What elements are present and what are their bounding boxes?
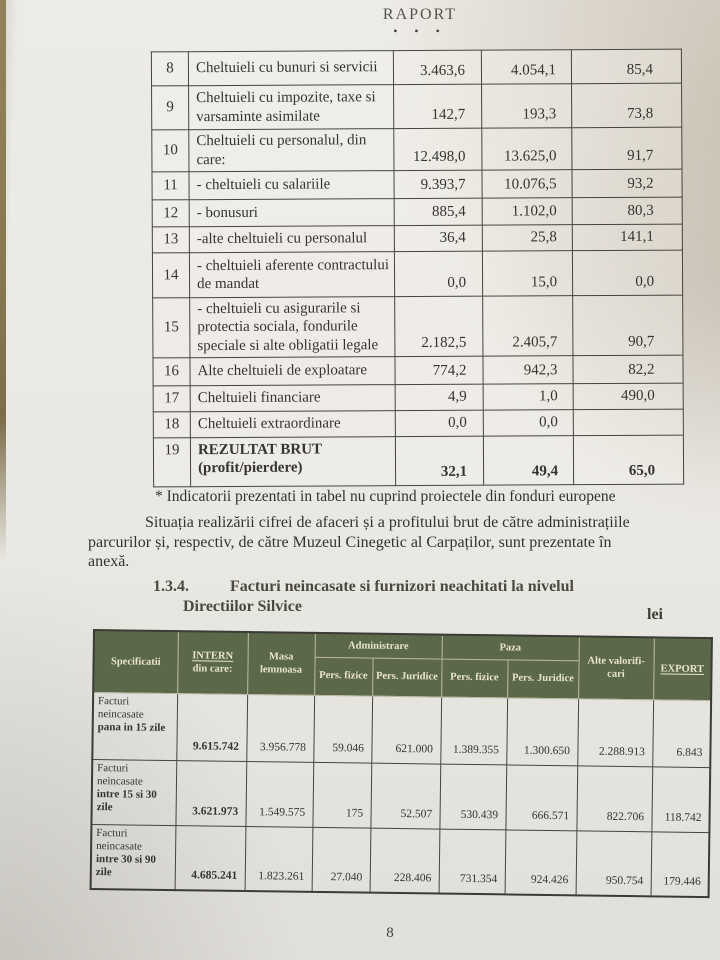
currency-label: lei [647, 606, 663, 623]
row-number: 10 [152, 130, 189, 172]
cell-masa: 1.823.261 [245, 826, 313, 892]
paragraph-line: parcurilor și, respectiv, de către Muzeul Cinegetic al Carpaților, sunt prezentate în [88, 533, 612, 551]
invoice-table [90, 629, 713, 898]
paragraph-line: Situația realizării cifrei de afaceri și a profitului brut de către administrațiile [145, 514, 630, 531]
row-number: 11 [152, 172, 189, 200]
cell-masa: 3.956.778 [246, 694, 314, 762]
value-col1: 885,4 [394, 198, 482, 225]
value-col1: 142,7 [394, 84, 482, 128]
row-number: 15 [153, 298, 190, 358]
value-col2: 942,3 [483, 356, 573, 384]
table-row [153, 409, 683, 438]
table-row [92, 692, 711, 767]
value-col3: 80,3 [572, 197, 682, 225]
header-specificatii: Specificatii [93, 630, 178, 693]
header-paza-pers-fizice: Pers. fizice [441, 659, 507, 698]
invoice-table-wrapper [90, 629, 713, 898]
row-number: 19 [153, 438, 190, 487]
cell-adm-juridice: 228.406 [370, 828, 440, 894]
header-paza-pers-juridice: Pers. Juridice [507, 659, 579, 698]
cell-paza-fizice: 1.389.355 [440, 697, 507, 765]
row-number: 12 [152, 200, 189, 227]
table-row [152, 83, 682, 130]
cell-paza-fizice: 731.354 [439, 829, 506, 895]
value-col3: 90,7 [573, 295, 683, 355]
value-col1: 3.463,6 [393, 50, 481, 84]
header-alte-valorificari: Alte valorifi-cari [578, 636, 654, 699]
table-row [152, 127, 682, 172]
row-label [91, 759, 176, 825]
row-label-bold: intre 15 si 30 zile [96, 787, 157, 814]
row-label: Cheltuieli cu impozite, taxe si varsaminte asimilate [189, 85, 394, 130]
value-col3: 91,7 [572, 127, 682, 170]
cell-paza-juridice: 666.571 [505, 764, 577, 830]
value-col2: 15,0 [482, 251, 572, 296]
header-intern [177, 631, 248, 694]
row-label: -alte cheltuieli cu personalul [189, 226, 394, 253]
cell-export: 118.742 [651, 766, 710, 832]
expense-table [151, 49, 684, 488]
row-number: 14 [152, 253, 189, 298]
cell-alte: 950.754 [576, 830, 652, 896]
value-col1: 0,0 [395, 410, 483, 436]
value-col3: 490,0 [573, 383, 683, 410]
row-label-plain: Facturi neincasate [96, 826, 143, 853]
row-number: 8 [151, 52, 188, 86]
invoice-table-header [93, 630, 712, 700]
table-footnote: * Indicatorii prezentati in tabel nu cuprind proiectele din fonduri europene [155, 488, 616, 505]
header-paza: Paza [442, 635, 579, 661]
cell-alte: 822.706 [576, 765, 652, 831]
header-adm-pers-fizice: Pers. fizice [314, 657, 372, 696]
row-number: 9 [152, 86, 189, 130]
cell-intern: 3.621.973 [175, 760, 246, 826]
value-col3: 73,8 [572, 83, 682, 128]
row-number: 18 [153, 412, 190, 438]
value-col3 [573, 409, 683, 436]
header-masa-lemnoasa: Masa lemnoasa [247, 632, 315, 695]
cell-paza-juridice: 1.300.650 [506, 697, 578, 765]
cell-intern: 9.615.742 [176, 693, 247, 761]
expense-table-wrapper [151, 49, 684, 488]
value-col1: 4,9 [395, 384, 483, 410]
value-col1: 9.393,7 [394, 170, 482, 198]
row-label [92, 692, 177, 760]
value-col2: 193,3 [482, 84, 572, 128]
value-col3: 85,4 [571, 49, 681, 84]
value-col1: 774,2 [395, 356, 483, 384]
section-heading-line1 [153, 577, 633, 597]
value-col2: 49,4 [483, 436, 573, 485]
row-label: - cheltuieli aferente contractului de mandat [189, 252, 394, 298]
section-title: Facturi neincasate si furnizori neachitati la nivelul [230, 578, 574, 595]
table-row [151, 49, 681, 86]
row-label [91, 824, 176, 890]
cell-paza-fizice: 530.439 [439, 764, 506, 830]
cell-export: 179.446 [651, 831, 710, 897]
header-export: EXPORT [653, 637, 712, 700]
table-row-total [153, 435, 683, 487]
table-row [153, 383, 683, 412]
row-label-plain: Facturi neincasate [97, 694, 144, 721]
table-row [152, 169, 682, 200]
value-col1: 12.498,0 [394, 128, 482, 170]
cell-intern: 4.685.241 [175, 825, 246, 891]
value-col3: 0,0 [572, 250, 682, 296]
cell-adm-juridice: 621.000 [371, 696, 441, 764]
value-col3: 65,0 [573, 435, 683, 485]
row-label: REZULTAT BRUT (profit/pierdere) [190, 437, 395, 487]
cell-adm-fizice: 27.040 [312, 827, 371, 893]
table-row [91, 759, 710, 832]
row-label: - bonusuri [189, 199, 394, 227]
value-col2: 1.102,0 [482, 198, 572, 225]
value-col2: 1,0 [483, 384, 573, 410]
value-col1: 2.182,5 [395, 296, 483, 356]
value-col2: 10.076,5 [482, 170, 572, 198]
value-col3: 82,2 [573, 355, 683, 384]
table-row [152, 224, 682, 253]
paragraph-line: anexă. [88, 553, 130, 571]
cell-adm-fizice: 59.046 [313, 695, 372, 763]
row-label: Cheltuieli cu bunuri si servicii [188, 51, 393, 86]
table-row [152, 197, 682, 227]
value-col2: 2.405,7 [483, 296, 573, 356]
row-number: 16 [153, 358, 190, 386]
cell-alte: 2.288.913 [577, 698, 653, 766]
row-label: Cheltuieli financiare [190, 385, 395, 412]
table-row [91, 824, 710, 897]
value-col1: 32,1 [395, 436, 483, 485]
header-administrare: Administrare [315, 633, 442, 659]
row-label-bold: intre 30 si 90 zile [95, 852, 157, 879]
header-intern-main: INTERN [192, 650, 234, 662]
cell-adm-juridice: 52.507 [370, 763, 440, 829]
value-col3: 93,2 [572, 169, 682, 198]
page-number: 8 [386, 925, 394, 941]
row-label-plain: Facturi neincasate [96, 761, 143, 788]
photo-left-edge [0, 0, 6, 560]
row-number: 17 [153, 386, 190, 412]
value-col2: 4.054,1 [481, 50, 571, 84]
table-row [152, 250, 682, 298]
cell-adm-fizice: 175 [312, 762, 371, 828]
value-col1: 0,0 [394, 251, 482, 296]
row-label: Alte cheltuieli de exploatare [190, 357, 395, 386]
cell-paza-juridice: 924.426 [505, 829, 577, 895]
row-label-bold: pana in 15 zile [97, 720, 166, 734]
value-col1: 36,4 [394, 225, 482, 251]
section-title-line2: Directiilor Silvice [183, 597, 302, 615]
body-paragraph [88, 513, 663, 572]
header-adm-pers-juridice: Pers. Juridice [372, 658, 441, 697]
section-number: 1.3.4. [153, 578, 189, 595]
value-col2: 0,0 [483, 410, 573, 436]
header-dots: • • • [393, 24, 447, 38]
row-label: - cheltuieli cu asigurarile si protectia sociala, fondurile speciale si alte obligatii legale [190, 297, 395, 358]
value-col2: 13.625,0 [482, 128, 572, 170]
header-intern-sub: din care: [192, 663, 233, 676]
running-header-title: RAPORT [382, 6, 458, 23]
row-label: - cheltuieli cu salariile [189, 171, 394, 200]
table-row [153, 355, 683, 386]
value-col2: 25,8 [482, 225, 572, 251]
value-col3: 141,1 [572, 224, 682, 251]
table-row [153, 295, 683, 358]
row-number: 13 [152, 227, 189, 253]
row-label: Cheltuieli extraordinare [190, 411, 395, 438]
cell-export: 6.843 [652, 699, 711, 767]
row-label: Cheltuieli cu personalul, din care: [189, 129, 394, 172]
section-heading [153, 577, 633, 616]
cell-masa: 1.549.575 [245, 761, 313, 827]
